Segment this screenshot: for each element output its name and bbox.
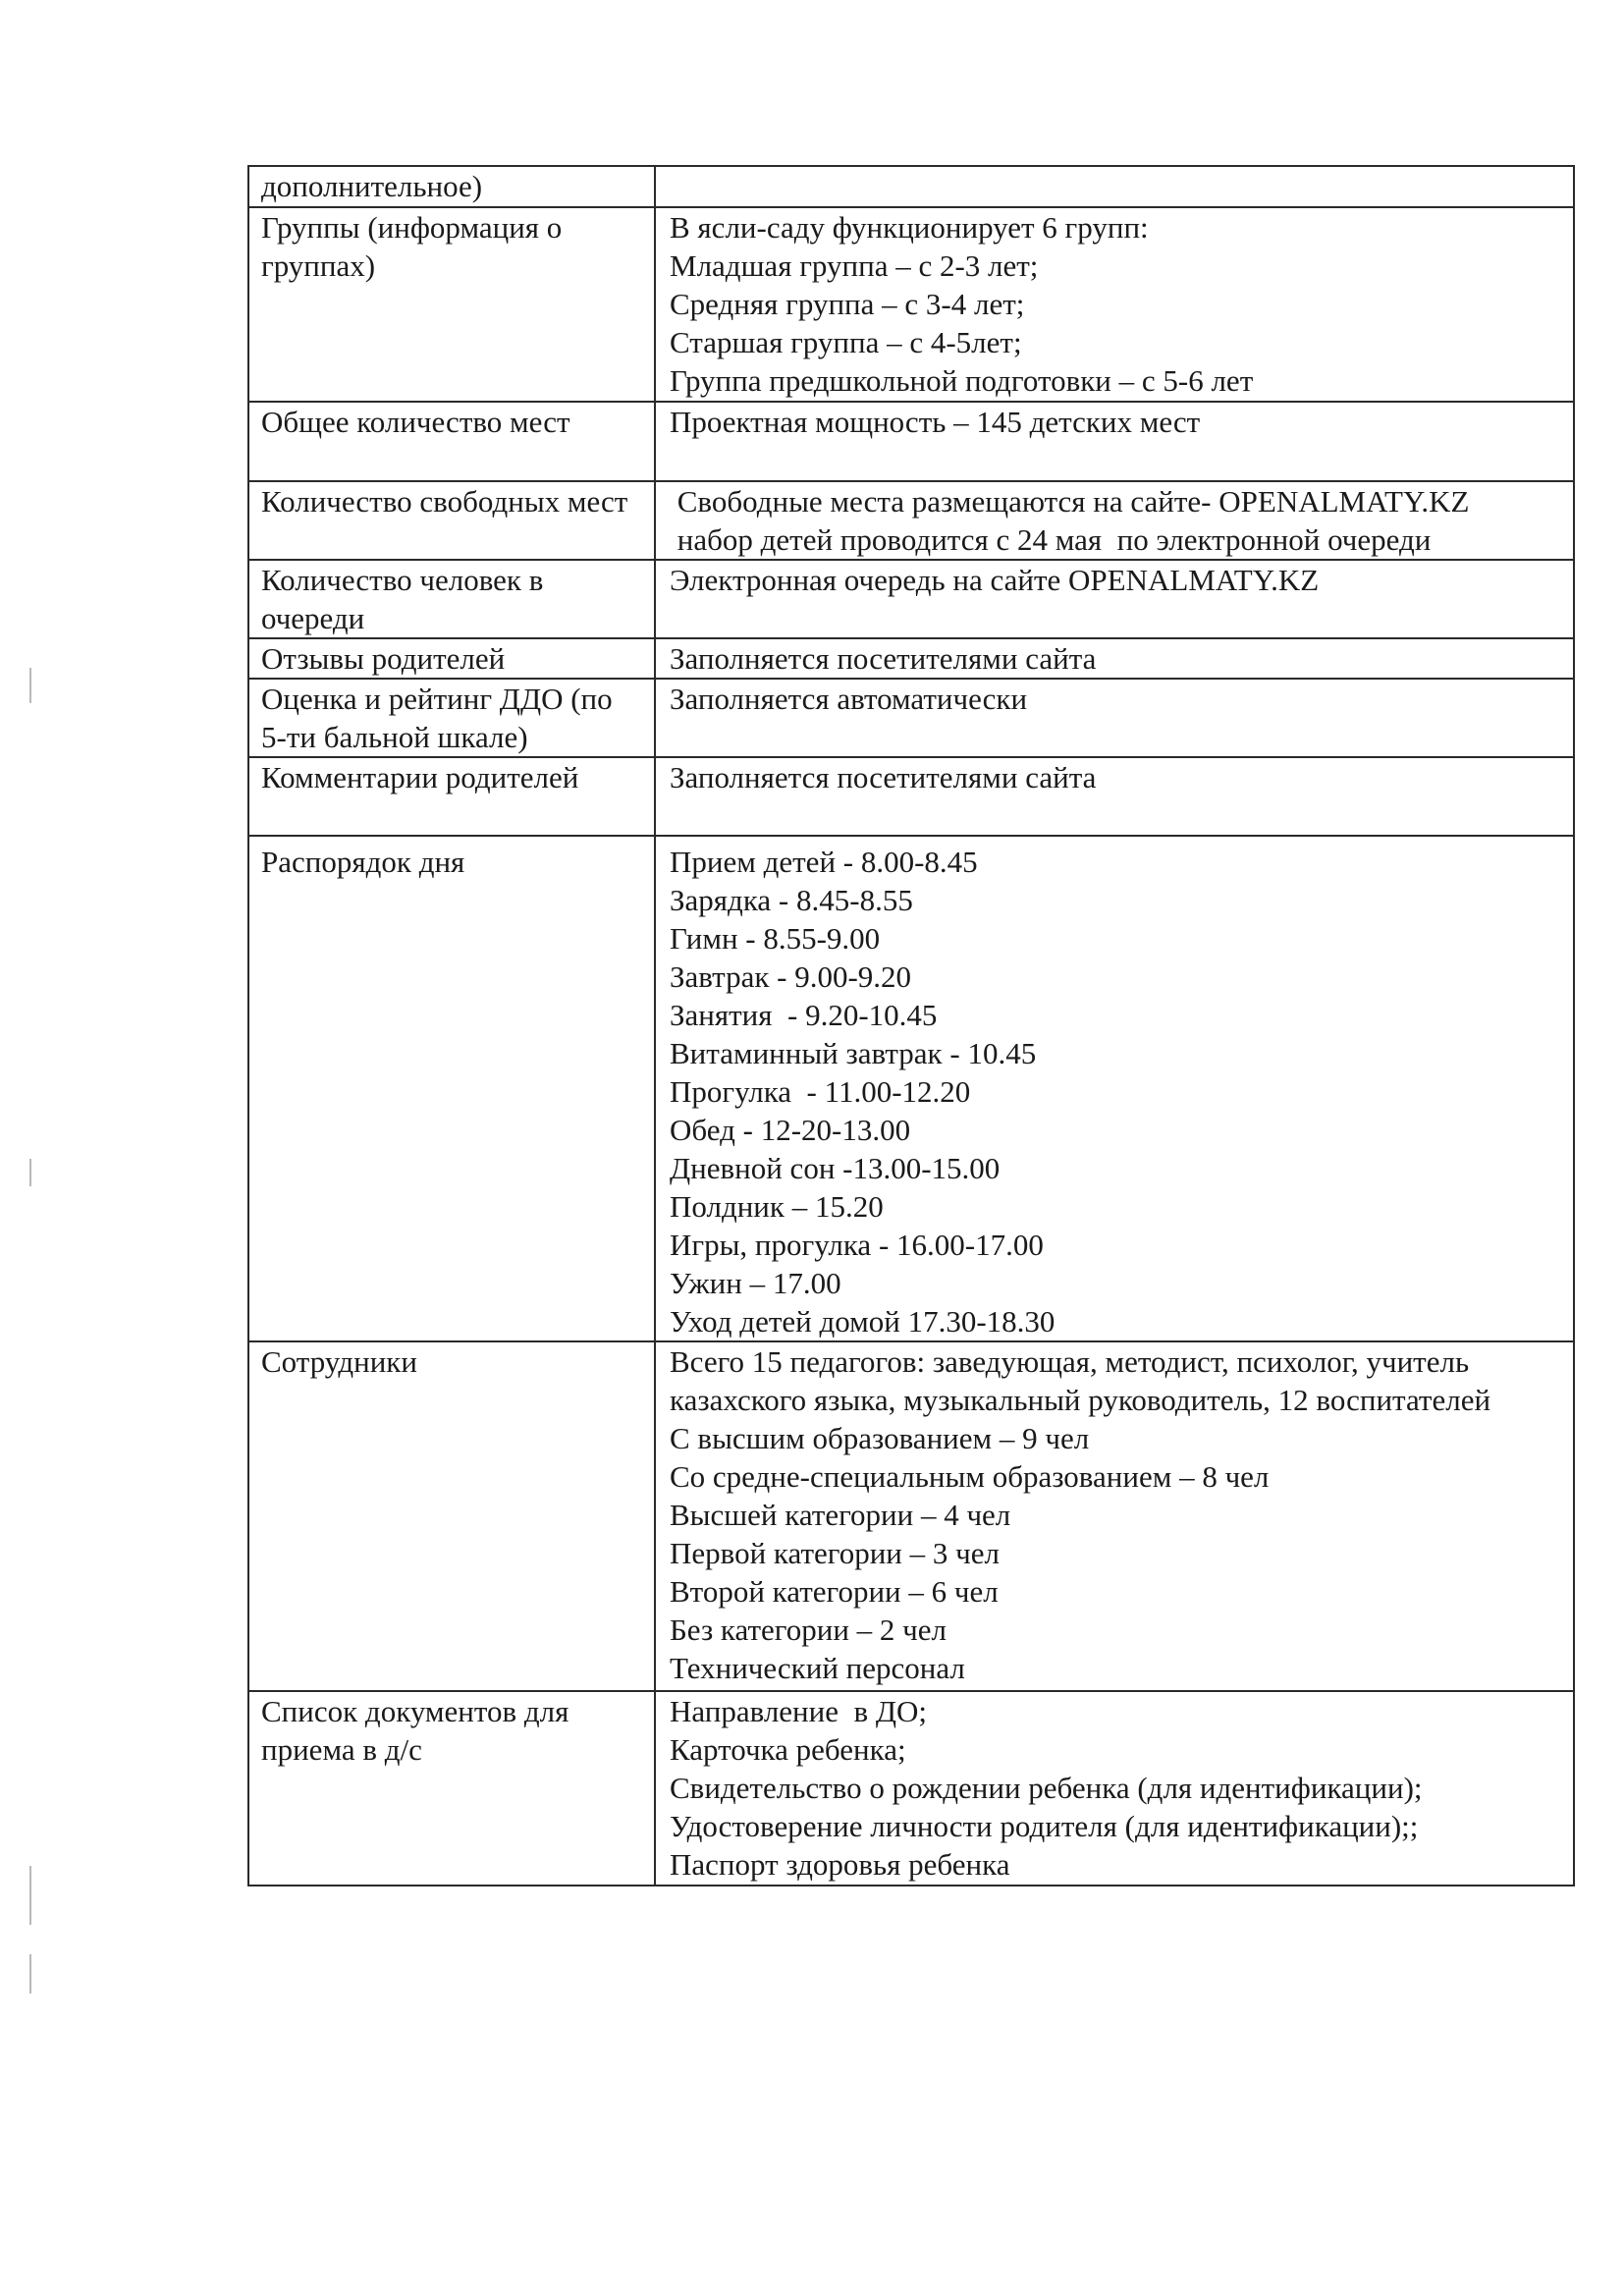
row-value: [655, 560, 1574, 638]
value-line: Электронная очередь на сайте OPENALMATY.KZ: [670, 563, 1320, 597]
value-line: Заполняется посетителями сайта: [670, 641, 1097, 676]
table-row: [248, 481, 1574, 560]
row-label: Сотрудники: [248, 1341, 655, 1691]
info-table: [247, 165, 1575, 1886]
row-value: [655, 207, 1574, 402]
row-value: [655, 1341, 1574, 1691]
row-value: [655, 836, 1574, 1341]
scan-artifact: [29, 1954, 31, 1994]
table-row: [248, 166, 1574, 207]
row-label: дополнительное): [248, 166, 655, 207]
value-line: Дневной сон -13.00-15.00: [670, 1151, 1001, 1185]
value-line: Средняя группа – с 3-4 лет;: [670, 287, 1025, 321]
row-value: [655, 166, 1574, 207]
row-label: Группы (информация о группах): [248, 207, 655, 402]
row-label: Общее количество мест: [248, 402, 655, 481]
value-line: Технический персонал: [670, 1651, 965, 1685]
value-line: В ясли-саду функционирует 6 групп:: [670, 210, 1149, 245]
table-row: [248, 638, 1574, 679]
value-line: Завтрак - 9.00-9.20: [670, 959, 912, 994]
value-line: Заполняется посетителями сайта: [670, 760, 1097, 794]
value-line: Проектная мощность – 145 детских мест: [670, 405, 1201, 439]
value-line: Прогулка - 11.00-12.20: [670, 1074, 971, 1109]
table-row: [248, 1691, 1574, 1886]
table-row: [248, 679, 1574, 757]
value-line: Паспорт здоровья ребенка: [670, 1847, 1010, 1882]
value-line: Всего 15 педагогов: заведующая, методист, психолог, учитель: [670, 1344, 1470, 1379]
row-value: [655, 679, 1574, 757]
scan-artifact: [29, 1866, 31, 1925]
value-line: Обед - 12-20-13.00: [670, 1113, 911, 1147]
value-line: Заполняется автоматически: [670, 682, 1028, 716]
value-line: Полдник – 15.20: [670, 1189, 884, 1224]
value-line: Карточка ребенка;: [670, 1732, 906, 1767]
table-row: [248, 207, 1574, 402]
value-line: Группа предшкольной подготовки – с 5-6 лет: [670, 363, 1254, 398]
value-line: Игры, прогулка - 16.00-17.00: [670, 1228, 1044, 1262]
row-label: Комментарии родителей: [248, 757, 655, 836]
value-line: казахского языка, музыкальный руководитель, 12 воспитателей: [670, 1383, 1491, 1417]
value-line: Второй категории – 6 чел: [670, 1574, 999, 1609]
value-line: Удостоверение личности родителя (для идентификации);;: [670, 1809, 1419, 1843]
scan-artifact: [29, 668, 31, 703]
table-row: [248, 560, 1574, 638]
value-line: Ужин – 17.00: [670, 1266, 841, 1300]
row-label: Оценка и рейтинг ДДО (по 5-ти бальной шкале): [248, 679, 655, 757]
row-label: Количество свободных мест: [248, 481, 655, 560]
table-row: [248, 836, 1574, 1341]
value-line: Со средне-специальным образованием – 8 чел: [670, 1459, 1270, 1494]
value-line: Старшая группа – с 4-5лет;: [670, 325, 1022, 359]
row-value: [655, 638, 1574, 679]
table-row: [248, 757, 1574, 836]
value-line: Свободные места размещаются на сайте- OPENALMATY.KZ: [670, 484, 1470, 519]
row-value: [655, 757, 1574, 836]
value-line: Младшая группа – с 2-3 лет;: [670, 248, 1039, 283]
value-line: С высшим образованием – 9 чел: [670, 1421, 1090, 1455]
row-value: [655, 402, 1574, 481]
value-line: Витаминный завтрак - 10.45: [670, 1036, 1037, 1070]
table-row: [248, 402, 1574, 481]
row-value: [655, 1691, 1574, 1886]
row-label: Количество человек в очереди: [248, 560, 655, 638]
value-line: Зарядка - 8.45-8.55: [670, 883, 913, 917]
value-line: Направление в ДО;: [670, 1694, 928, 1728]
value-line: Занятия - 9.20-10.45: [670, 998, 938, 1032]
row-label: Отзывы родителей: [248, 638, 655, 679]
value-line: Прием детей - 8.00-8.45: [670, 845, 978, 879]
table-row: [248, 1341, 1574, 1691]
value-line: набор детей проводится с 24 мая по электронной очереди: [670, 522, 1432, 557]
value-line: Гимн - 8.55-9.00: [670, 921, 881, 956]
value-line: Первой категории – 3 чел: [670, 1536, 1000, 1570]
value-line: Высшей категории – 4 чел: [670, 1498, 1011, 1532]
row-value: [655, 481, 1574, 560]
row-label: Список документов для приема в д/с: [248, 1691, 655, 1886]
value-line: Свидетельство о рождении ребенка (для идентификации);: [670, 1771, 1423, 1805]
value-line: Без категории – 2 чел: [670, 1613, 947, 1647]
row-label: Распорядок дня: [248, 836, 655, 1341]
scan-artifact: [29, 1159, 31, 1186]
value-line: Уход детей домой 17.30-18.30: [670, 1304, 1056, 1339]
